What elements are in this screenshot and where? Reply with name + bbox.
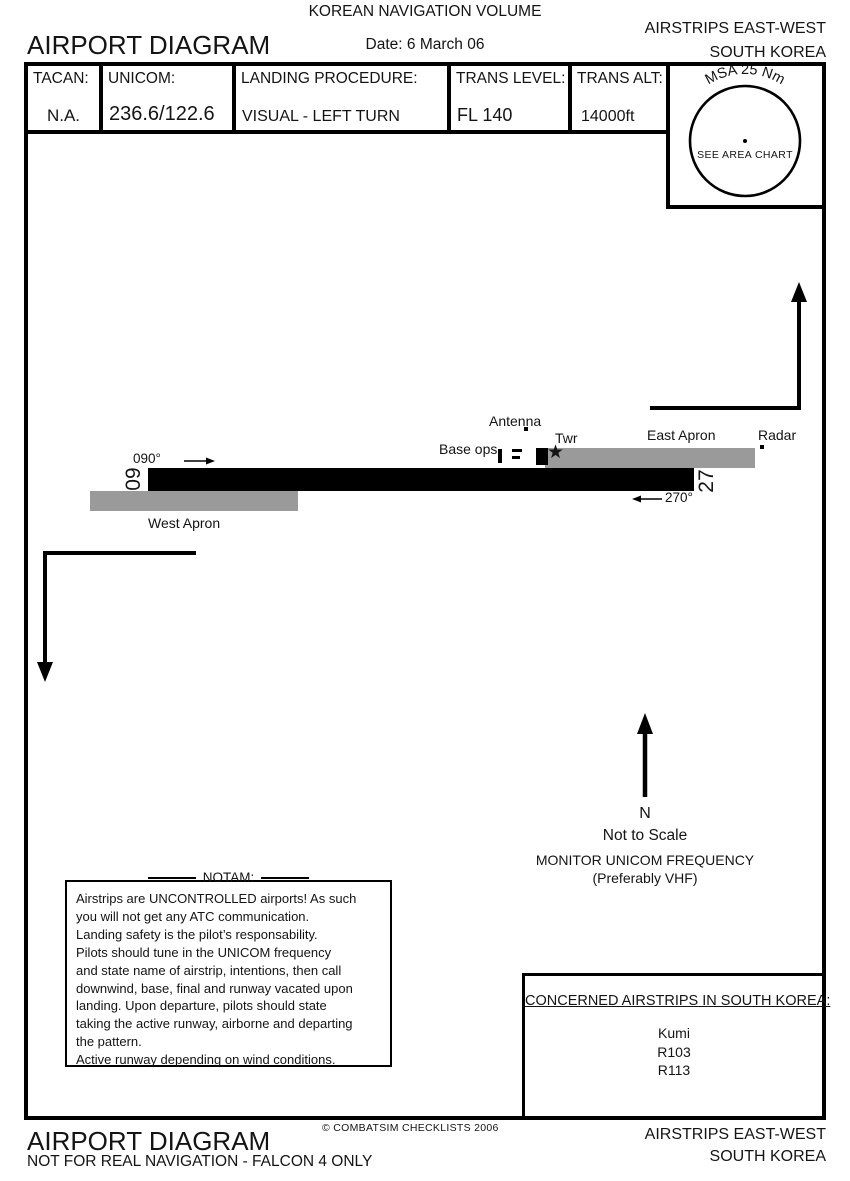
concerned-airstrips-title: CONCERNED AIRSTRIPS IN SOUTH KOREA: — [525, 993, 831, 1009]
msa-center-label: SEE AREA CHART — [697, 149, 793, 161]
copyright-note: © COMBATSIM CHECKLISTS 2006 — [322, 1122, 499, 1134]
notam-title-row — [67, 870, 390, 885]
tacan-value: N.A. — [46, 106, 81, 125]
tacan-label: TACAN: — [33, 70, 89, 87]
header-region-line2: SOUTH KOREA — [709, 44, 826, 61]
monitor-unicom-note2: (Preferably VHF) — [592, 870, 698, 886]
landing-procedure-value: VISUAL - LEFT TURN — [242, 108, 400, 125]
msa-arc-label: MSA 25 Nm — [702, 66, 788, 89]
tower-star-icon: ★ — [547, 442, 565, 463]
notam-line: Active runway depending on wind conditions. — [76, 1052, 336, 1068]
cell-trans-alt — [568, 62, 670, 134]
runway — [148, 468, 694, 491]
footer-disclaimer: NOT FOR REAL NAVIGATION - FALCON 4 ONLY — [27, 1153, 373, 1170]
header-region — [645, 17, 826, 65]
notam-line: you will not get any ATC communication. — [76, 908, 310, 924]
antenna-label: Antenna — [489, 413, 542, 429]
radar-label: Radar — [758, 427, 797, 443]
msa-circle-graphic — [670, 66, 822, 205]
notam-line: downwind, base, final and runway vacated upon — [76, 980, 353, 996]
trans-alt-value: 14000ft — [581, 108, 635, 125]
unicom-label: UNICOM: — [108, 70, 176, 87]
msa-inset-box — [666, 62, 826, 209]
base-ops-label: Base ops — [439, 441, 498, 457]
notam-line: Airstrips are UNCONTROLLED airports! As such — [76, 891, 357, 906]
runway-number-27: 27 — [695, 469, 718, 493]
trans-level-value: FL 140 — [457, 105, 513, 125]
airstrip-item: R113 — [657, 1062, 691, 1078]
cell-unicom — [99, 62, 236, 134]
cell-landing-procedure — [232, 62, 451, 134]
east-apron — [545, 448, 755, 468]
notam-line: the pattern. — [76, 1034, 142, 1050]
base-ops-mark — [498, 449, 502, 463]
footer-region-line1: AIRSTRIPS EAST-WEST — [644, 1126, 826, 1143]
tower-label: Twr — [555, 430, 578, 446]
building-dash-upper — [512, 449, 522, 452]
north-label: N — [639, 805, 651, 822]
notam-title: NOTAM: — [202, 870, 255, 885]
concerned-airstrips-list — [525, 1024, 823, 1080]
date-line: Date: 6 March 06 — [365, 36, 485, 53]
notam-title-rule-left — [148, 877, 196, 879]
notam-line: and state name of airstrip, intentions, then call — [76, 962, 342, 978]
landing-procedure-label: LANDING PROCEDURE: — [241, 70, 418, 87]
notam-line: Landing safety is the pilot’s responsability. — [76, 926, 318, 942]
heading-east-label: 090° — [133, 451, 161, 466]
footer-region-line2: SOUTH KOREA — [709, 1148, 826, 1165]
notam-box — [65, 870, 392, 1068]
footer-region — [645, 1124, 826, 1168]
not-to-scale-note: Not to Scale — [602, 827, 688, 844]
notam-title-rule-right — [261, 877, 309, 879]
cell-tacan — [24, 62, 103, 134]
volume-title: KOREAN NAVIGATION VOLUME — [308, 3, 542, 20]
concerned-airstrips-box — [522, 973, 831, 1120]
footer-title: AIRPORT DIAGRAM — [27, 1126, 271, 1156]
radar-dot — [760, 445, 764, 449]
notam-line: landing. Upon departure, pilots should state — [76, 998, 327, 1014]
cell-trans-level — [447, 62, 572, 134]
trans-level-label: TRANS LEVEL: — [456, 70, 566, 87]
east-apron-label: East Apron — [647, 427, 716, 443]
trans-alt-label: TRANS ALT: — [577, 70, 663, 87]
unicom-value: 236.6/122.6 — [109, 103, 215, 125]
header-region-line1: AIRSTRIPS EAST-WEST — [644, 20, 826, 37]
airstrip-item: Kumi — [658, 1025, 690, 1041]
heading-west-label: 270° — [665, 490, 693, 505]
monitor-unicom-note: MONITOR UNICOM FREQUENCY — [535, 852, 755, 868]
notam-line: taking the active runway, airborne and departing — [76, 1016, 353, 1032]
runway-number-09: 09 — [122, 467, 145, 491]
notam-text — [67, 882, 390, 1069]
building-dash-lower — [512, 456, 520, 459]
msa-center-dot — [743, 139, 747, 143]
airstrip-item: R103 — [657, 1043, 691, 1060]
page-title: AIRPORT DIAGRAM — [27, 30, 271, 60]
west-apron-label: West Apron — [148, 515, 221, 531]
notam-line: Pilots should tune in the UNICOM frequency — [76, 944, 332, 960]
